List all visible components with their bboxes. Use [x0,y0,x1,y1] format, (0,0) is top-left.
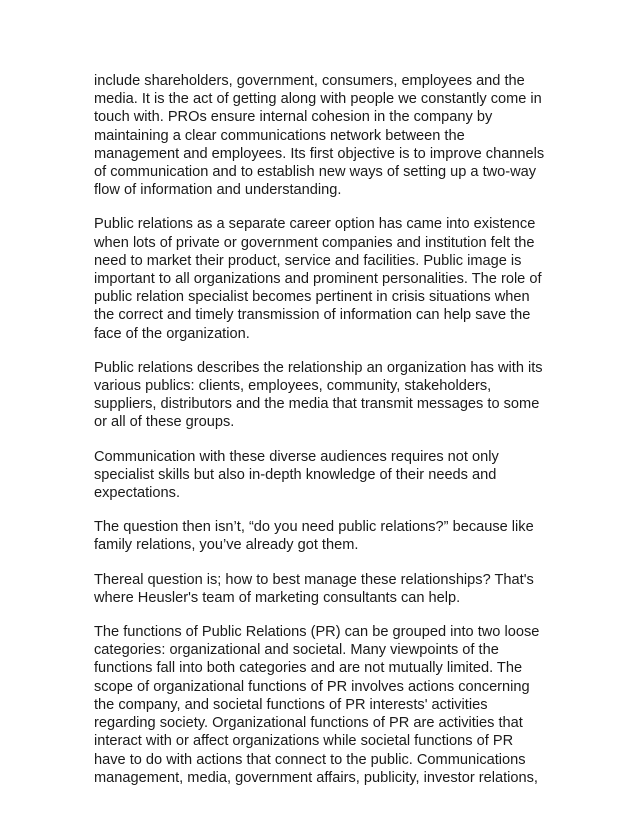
text-line: or all of these groups. [94,414,235,431]
text-line: management and employees. Its first objective is to improve channels [94,145,545,162]
text-line: the correct and timely transmission of information can help save the [94,307,531,324]
text-line: categories: organizational and societal. Many viewpoints of the [94,642,499,659]
text-line: suppliers, distributors and the media that transmit messages to some [94,396,540,413]
text-line: interact with or affect organizations while societal functions of PR [94,733,514,750]
text-line: flow of information and understanding. [94,182,342,199]
paragraph-6 [94,571,568,607]
text-line: need to market their product, service and facilities. Public image is [94,252,522,269]
text-line: the company, and societal functions of PR interests' activities [94,696,488,713]
text-line: touch with. PROs ensure internal cohesion in the company by [94,109,493,126]
paragraph-4 [94,448,568,503]
paragraph-2 [94,215,568,342]
text-line: maintaining a clear communications network between the [94,127,465,144]
text-line: Public relations as a separate career option has came into existence [94,216,536,233]
text-line: Communication with these diverse audiences requires not only [94,448,499,465]
paragraph-5 [94,518,568,554]
text-line: when lots of private or government companies and institution felt the [94,234,535,251]
paragraph-1 [94,72,568,199]
text-line: Thereal question is; how to best manage these relationships? That's [94,571,534,588]
text-line: where Heusler's team of marketing consultants can help. [94,589,461,606]
text-line: specialist skills but also in-depth knowledge of their needs and [94,466,497,483]
paragraph-3 [94,359,568,432]
text-line: regarding society. Organizational functions of PR are activities that [94,715,523,732]
text-line: of communication and to establish new ways of setting up a two-way [94,164,537,181]
paragraph-7 [94,623,568,787]
text-line: scope of organizational functions of PR involves actions concerning [94,678,530,695]
text-line: Public relations describes the relationship an organization has with its [94,359,543,376]
text-line: The question then isn’t, “do you need public relations?” because like [94,519,534,536]
text-line: face of the organization. [94,325,250,342]
text-line: important to all organizations and prominent personalities. The role of [94,271,542,288]
text-line: family relations, you’ve already got them. [94,537,359,554]
text-line: functions fall into both categories and are not mutually limited. The [94,660,523,677]
text-line: various publics: clients, employees, community, stakeholders, [94,378,492,395]
text-line: expectations. [94,485,180,502]
text-line: The functions of Public Relations (PR) can be grouped into two loose [94,624,540,641]
text-line: management, media, government affairs, publicity, investor relations, [94,769,538,786]
text-line: include shareholders, government, consumers, employees and the [94,73,525,89]
text-line: media. It is the act of getting along with people we constantly come in [94,91,542,108]
text-line: have to do with actions that connect to the public. Communications [94,751,526,768]
text-line: public relation specialist becomes pertinent in crisis situations when [94,289,530,306]
